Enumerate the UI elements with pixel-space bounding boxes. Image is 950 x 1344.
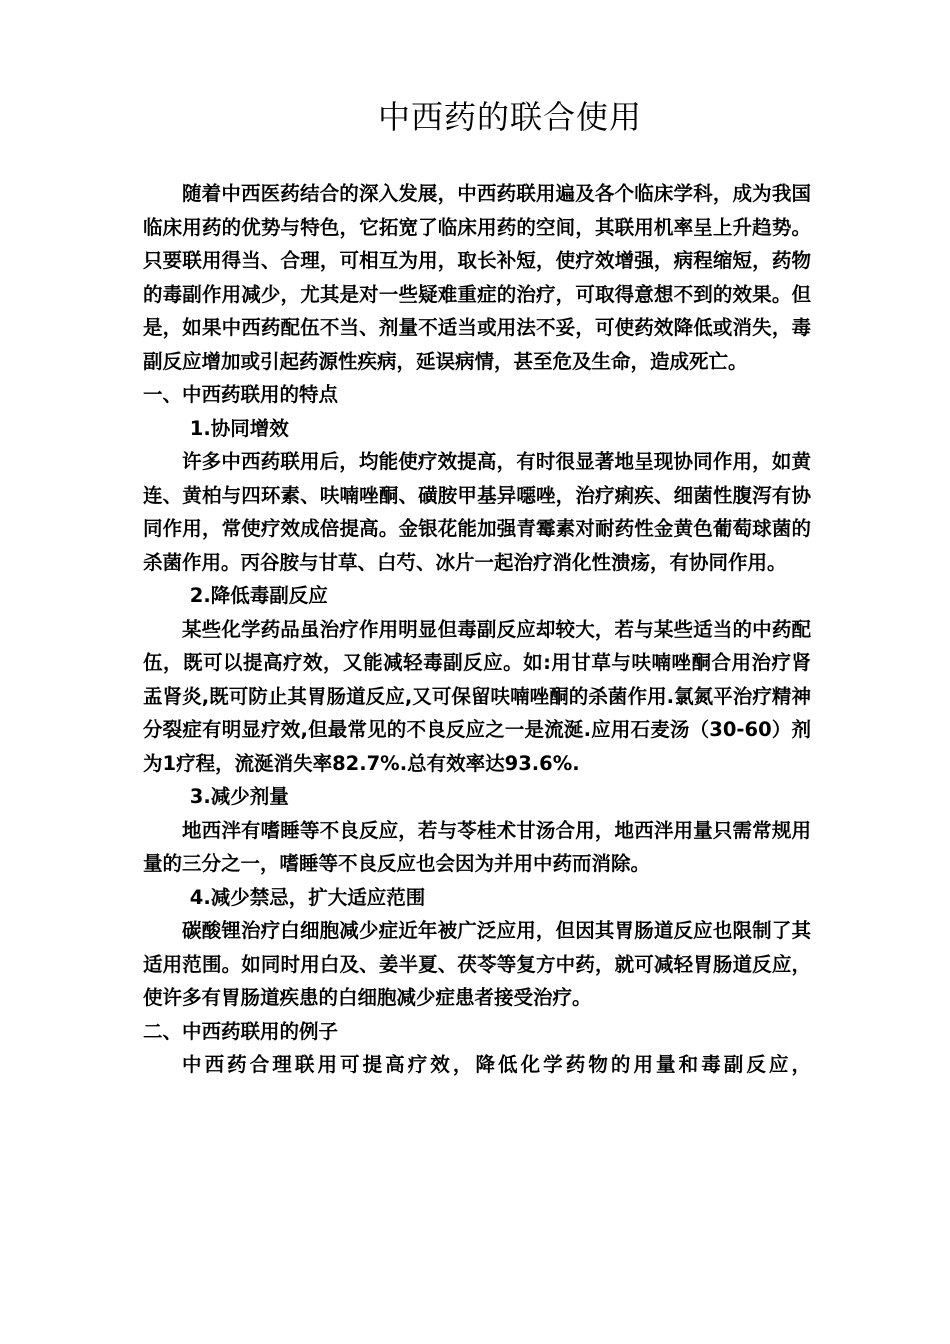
intro-paragraph: 随着中西医药结合的深入发展，中西药联用遍及各个临床学科，成为我国临床用药的优势与特色，它拓宽了临床用药的空间，其联用机率呈上升趋势。只要联用得当、合理，可相互为用，取长补短，使疗效增强，病程缩短，药物的毒副作用减少，尤其是对一些疑难重症的治疗，可取得意想不到的效果。但是，如果中西药配伍不当、剂量不适当或用法不妥，可使药效降低或消失，毒副反应增加或引起药源性疾病，延误病情，甚至危及生命，造成死亡。 xyxy=(143,182,811,373)
subsection-paragraph-reduce-dosage: 地西泮有嗜睡等不良反应，若与苓桂术甘汤合用，地西泮用量只需常规用量的三分之一，嗜睡等不良反应也会因为并用中药而消除。 xyxy=(143,818,811,875)
section-paragraph-examples: 中西药合理联用可提高疗效，降低化学药物的用量和毒副反应， xyxy=(182,1053,811,1076)
subsection-paragraph-synergy: 许多中西药联用后，均能使疗效提高，有时很显著地呈现协同作用，如黄连、黄柏与四环素、呋喃唑酮、磺胺甲基异噁唑，治疗痢疾、细菌性腹泻有协同作用，常使疗效成倍提高。金银花能加强青霉素对耐药性金黄色葡萄球菌的杀菌作用。丙谷胺与甘草、白芍、冰片一起治疗消化性溃疡，有协同作用。 xyxy=(143,450,811,574)
subsection-paragraph-reduce-side-effects: 某些化学药品虽治疗作用明显但毒副反应却较大，若与某些适当的中药配伍，既可以提高疗效，又能减轻毒副反应。如:用甘草与呋喃唑酮合用治疗肾盂肾炎,既可防止其胃肠道反应,又可保留呋喃唑酮的杀菌作用.氯氮平治疗精神分裂症有明显疗效,但最常见的不良反应之一是流涎.应用石麦汤（30-60）剂为1疗程，流涎消失率82.7%.总有效率达93.6%. xyxy=(143,617,811,775)
section-heading-features: 一、中西药联用的特点 xyxy=(143,383,339,406)
document-body xyxy=(143,177,811,1082)
subsection-heading-expand-indications: 4.减少禁忌，扩大适应范围 xyxy=(189,885,426,909)
subsection-heading-synergy: 1.协同增效 xyxy=(189,416,289,440)
section-heading-examples: 二、中西药联用的例子 xyxy=(143,1019,339,1043)
subsection-heading-reduce-dosage: 3.减少剂量 xyxy=(189,785,289,808)
subsection-paragraph-expand-indications: 碳酸锂治疗白细胞减少症近年被广泛应用，但因其胃肠道反应也限制了其适用范围。如同时用白及、姜半夏、茯苓等复方中药，就可减轻胃肠道反应，使许多有胃肠道疾患的白细胞减少症患者接受治疗。 xyxy=(143,919,811,1009)
subsection-heading-reduce-side-effects: 2.降低毒副反应 xyxy=(189,584,328,607)
document-title: 中西药的联合使用 xyxy=(377,98,642,136)
